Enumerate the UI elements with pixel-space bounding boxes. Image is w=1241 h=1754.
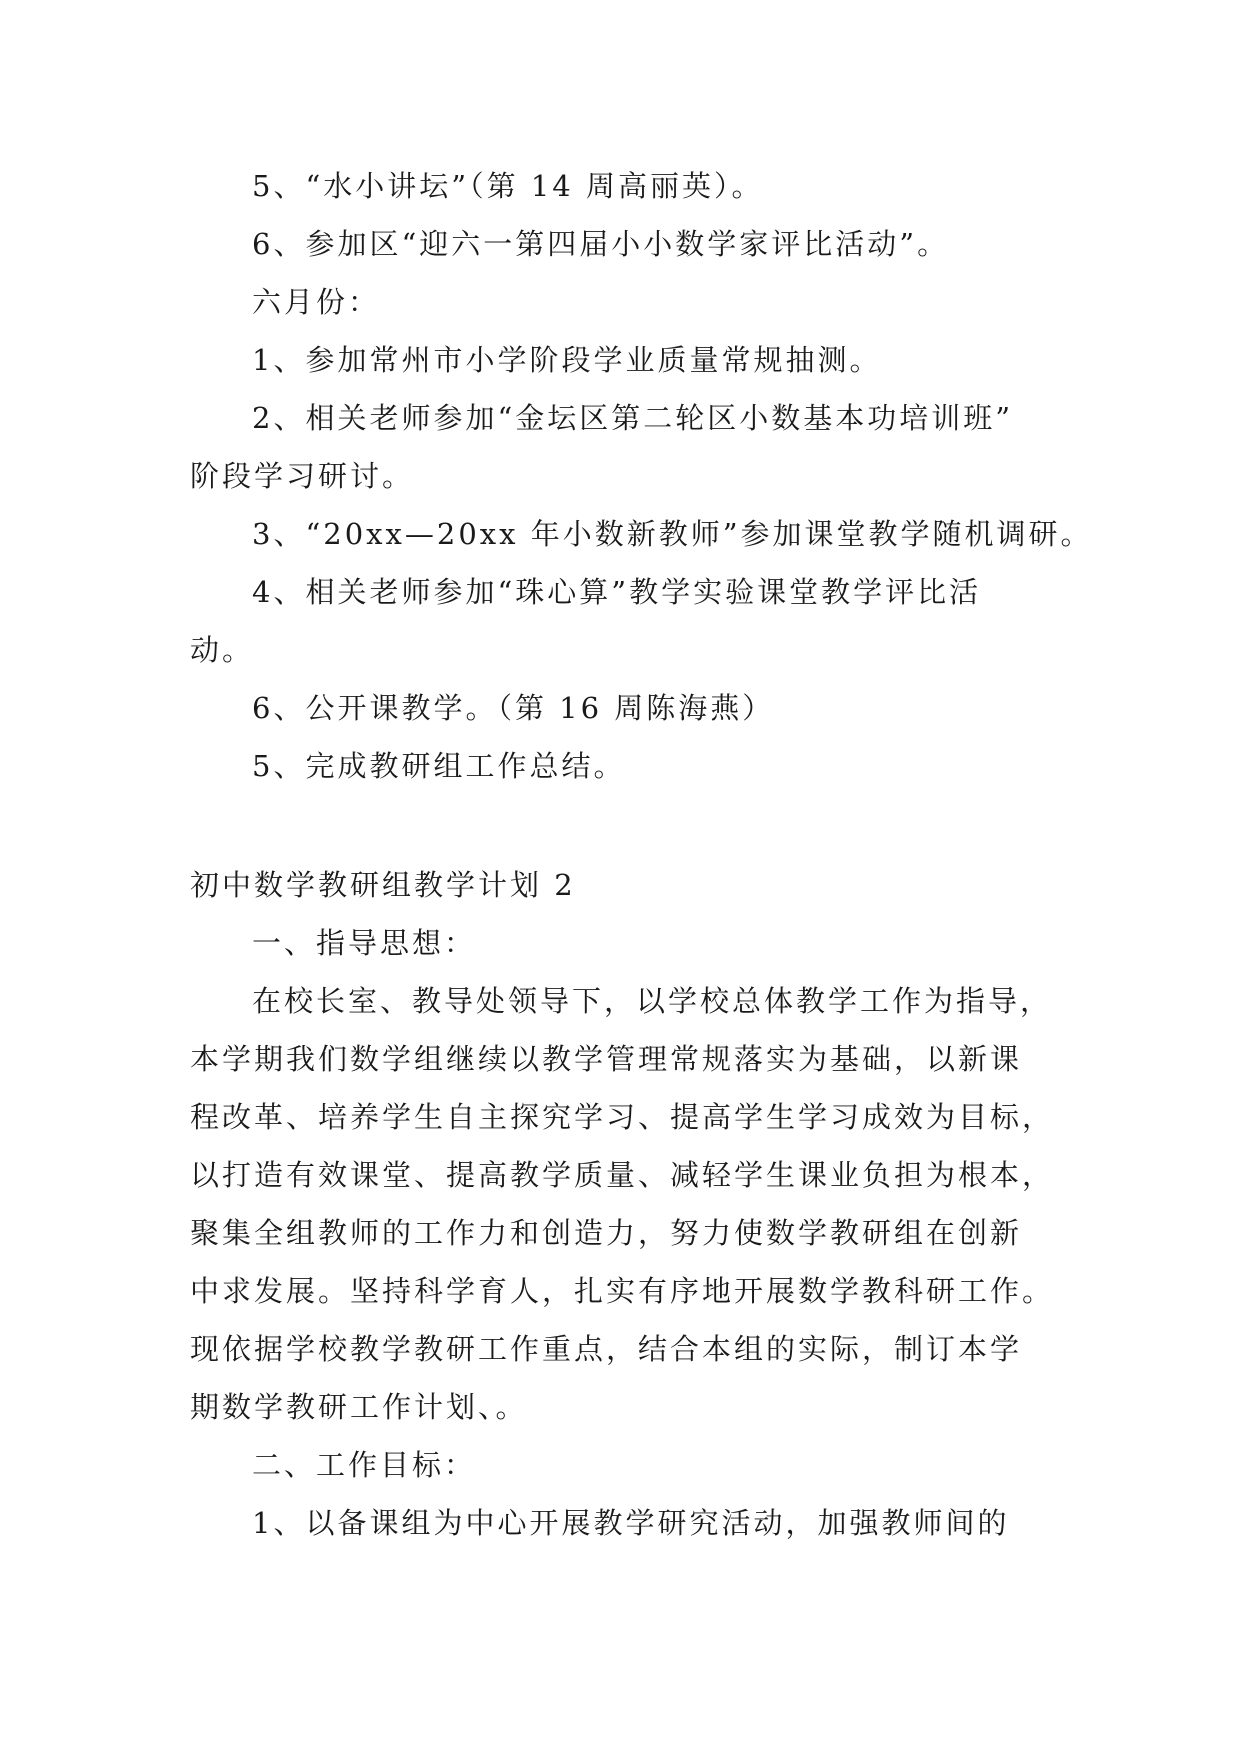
guiding-paragraph [190, 972, 1055, 1436]
list-item: 1、以备课组为中心开展教学研究活动，加强教师间的 [252, 1506, 1010, 1540]
paragraph-line: 聚集全组教师的工作力和创造力，努力使数学教研组在创新 [190, 1216, 1023, 1250]
list-item: 2、相关老师参加“金坛区第二轮区小数基本功培训班” [252, 401, 1014, 435]
plan-section [190, 856, 1055, 1552]
paragraph-line: 以打造有效课堂、提高教学质量、减轻学生课业负担为根本， [190, 1158, 1055, 1192]
paragraph-line: 期数学教研工作计划、。 [190, 1390, 528, 1424]
section-title: 初中数学教研组教学计划 2 [190, 868, 576, 902]
section-heading: 二、工作目标： [252, 1448, 477, 1482]
june-activity-list [190, 157, 1093, 795]
paragraph-line: 程改革、培养学生自主探究学习、提高学生学习成效为目标， [190, 1100, 1055, 1134]
list-item: 1、参加常州市小学阶段学业质量常规抽测。 [252, 343, 882, 377]
paragraph-line: 现依据学校教学教研工作重点，结合本组的实际，制订本学 [190, 1332, 1023, 1366]
paragraph-line: 本学期我们数学组继续以教学管理常规落实为基础，以新课 [190, 1042, 1023, 1076]
paragraph-line: 中求发展。坚持科学育人，扎实有序地开展数学教科研工作。 [190, 1274, 1055, 1308]
list-item: 3、“20xx—20xx 年小数新教师”参加课堂教学随机调研。 [252, 517, 1093, 551]
month-heading: 六月份： [252, 285, 381, 319]
list-item: 5、“水小讲坛”（第 14 周高丽英）。 [252, 169, 764, 203]
list-item-continuation: 阶段学习研讨。 [190, 459, 415, 493]
list-item: 6、参加区“迎六一第四届小小数学家评比活动”。 [252, 227, 950, 261]
list-item-continuation: 动。 [190, 633, 255, 667]
list-item: 5、完成教研组工作总结。 [252, 749, 626, 783]
paragraph-line: 在校长室、教导处领导下，以学校总体教学工作为指导， [252, 984, 1053, 1018]
list-item: 4、相关老师参加“珠心算”教学实验课堂教学评比活 [252, 575, 982, 609]
section-heading: 一、指导思想： [252, 926, 477, 960]
list-item: 6、公开课教学。（第 16 周陈海燕） [252, 691, 775, 725]
